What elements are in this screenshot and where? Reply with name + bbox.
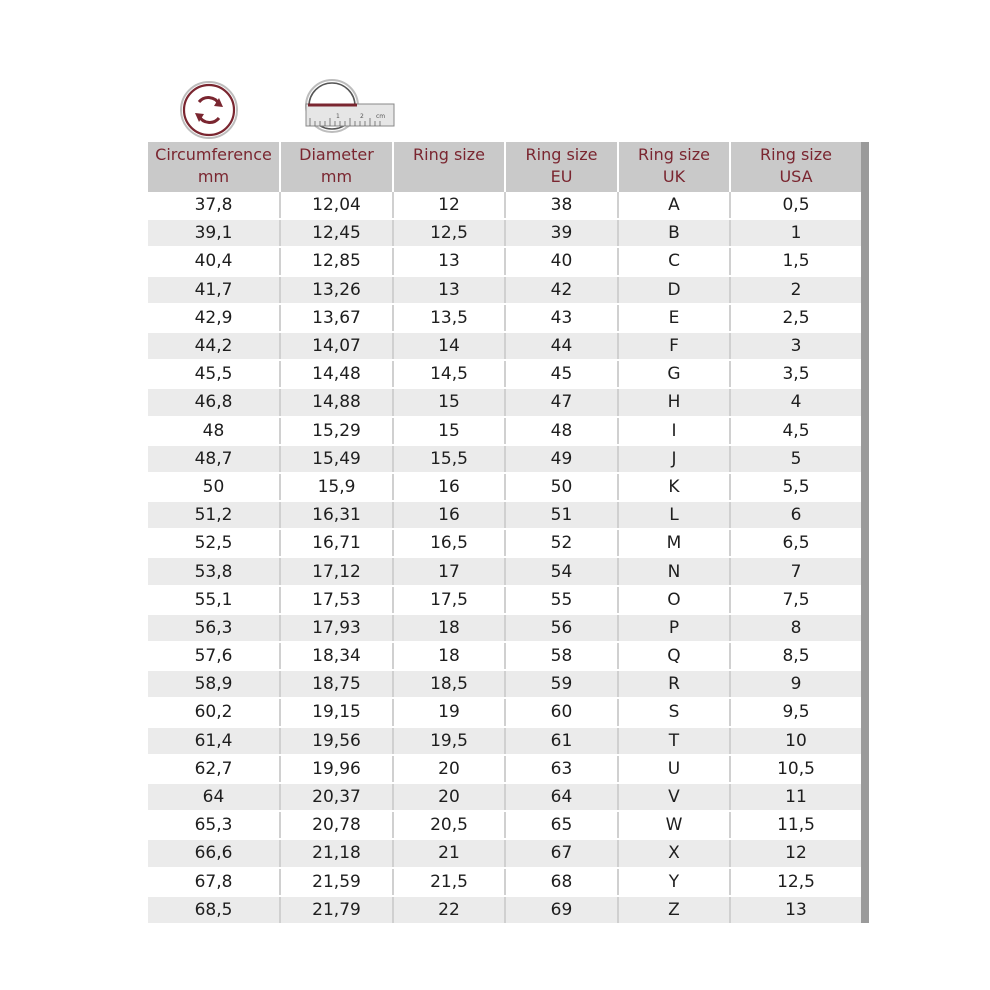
- table-cell-circumference: 56,3: [148, 614, 280, 642]
- table-cell-ring-size-usa: 2: [730, 276, 861, 304]
- table-cell-ring-size-eu: 55: [505, 586, 618, 614]
- table-row: [148, 529, 861, 557]
- table-cell-circumference: 45,5: [148, 360, 280, 388]
- table-cell-ring-size-eu: 52: [505, 529, 618, 557]
- table-cell-circumference: 57,6: [148, 642, 280, 670]
- table-cell-ring-size: 20: [393, 783, 505, 811]
- table-cell-diameter: 17,12: [280, 557, 393, 585]
- table-cell-ring-size: 21: [393, 839, 505, 867]
- table-row: [148, 670, 861, 698]
- table-cell-ring-size-eu: 58: [505, 642, 618, 670]
- table-cell-circumference: 64: [148, 783, 280, 811]
- table-row: [148, 360, 861, 388]
- table-cell-ring-size-uk: O: [618, 586, 730, 614]
- table-cell-circumference: 61,4: [148, 727, 280, 755]
- table-cell-ring-size-uk: X: [618, 839, 730, 867]
- table-cell-circumference: 37,8: [148, 192, 280, 219]
- table-cell-ring-size: 21,5: [393, 868, 505, 896]
- table-row: [148, 755, 861, 783]
- column-header-circumference: [148, 142, 280, 192]
- table-cell-ring-size-uk: C: [618, 247, 730, 275]
- ruler-ring-icon: [302, 78, 396, 140]
- table-cell-ring-size-eu: 63: [505, 755, 618, 783]
- table-cell-circumference: 48: [148, 417, 280, 445]
- table-cell-diameter: 19,96: [280, 755, 393, 783]
- table-cell-circumference: 42,9: [148, 304, 280, 332]
- column-header-line: EU: [550, 167, 573, 186]
- table-row: [148, 276, 861, 304]
- table-cell-ring-size-usa: 9,5: [730, 698, 861, 726]
- table-cell-ring-size-eu: 59: [505, 670, 618, 698]
- table-row: [148, 586, 861, 614]
- table-row: [148, 868, 861, 896]
- table-row: [148, 783, 861, 811]
- table-cell-circumference: 68,5: [148, 896, 280, 923]
- table-cell-ring-size-uk: A: [618, 192, 730, 219]
- table-cell-diameter: 19,56: [280, 727, 393, 755]
- table-cell-ring-size-eu: 42: [505, 276, 618, 304]
- column-header-line: Diameter: [299, 145, 374, 164]
- table-cell-ring-size-usa: 3,5: [730, 360, 861, 388]
- table-cell-ring-size-uk: V: [618, 783, 730, 811]
- table-cell-ring-size: 12,5: [393, 219, 505, 247]
- table-row: [148, 445, 861, 473]
- table-cell-circumference: 41,7: [148, 276, 280, 304]
- table-cell-ring-size: 16: [393, 473, 505, 501]
- table-cell-ring-size-eu: 48: [505, 417, 618, 445]
- table-cell-diameter: 12,45: [280, 219, 393, 247]
- table-cell-ring-size-usa: 12,5: [730, 868, 861, 896]
- table-cell-ring-size: 13: [393, 247, 505, 275]
- table-cell-diameter: 16,71: [280, 529, 393, 557]
- table-cell-ring-size-usa: 11: [730, 783, 861, 811]
- table-row: [148, 473, 861, 501]
- table-cell-diameter: 14,07: [280, 332, 393, 360]
- table-cell-ring-size: 14,5: [393, 360, 505, 388]
- table-cell-ring-size-eu: 44: [505, 332, 618, 360]
- table-cell-ring-size-uk: Q: [618, 642, 730, 670]
- table-row: [148, 332, 861, 360]
- table-cell-circumference: 55,1: [148, 586, 280, 614]
- table-cell-ring-size-uk: D: [618, 276, 730, 304]
- table-cell-circumference: 52,5: [148, 529, 280, 557]
- table-cell-ring-size-uk: I: [618, 417, 730, 445]
- table-row: [148, 247, 861, 275]
- table-row: [148, 388, 861, 416]
- table-cell-diameter: 18,75: [280, 670, 393, 698]
- table-cell-diameter: 20,78: [280, 811, 393, 839]
- table-cell-diameter: 21,79: [280, 896, 393, 923]
- table-cell-circumference: 65,3: [148, 811, 280, 839]
- table-cell-circumference: 66,6: [148, 839, 280, 867]
- table-cell-ring-size: 22: [393, 896, 505, 923]
- table-cell-ring-size-uk: H: [618, 388, 730, 416]
- table-cell-diameter: 13,67: [280, 304, 393, 332]
- column-header-line: mm: [197, 167, 230, 186]
- table-cell-diameter: 21,18: [280, 839, 393, 867]
- table-cell-ring-size-uk: L: [618, 501, 730, 529]
- table-cell-ring-size-uk: R: [618, 670, 730, 698]
- table-cell-ring-size-eu: 61: [505, 727, 618, 755]
- table-cell-ring-size-eu: 40: [505, 247, 618, 275]
- table-cell-ring-size-uk: Z: [618, 896, 730, 923]
- table-row: [148, 417, 861, 445]
- table-cell-ring-size: 18,5: [393, 670, 505, 698]
- table-row: [148, 811, 861, 839]
- table-row: [148, 219, 861, 247]
- column-header-line: Circumference: [155, 145, 272, 164]
- table-cell-ring-size: 19: [393, 698, 505, 726]
- table-cell-ring-size-uk: Y: [618, 868, 730, 896]
- table-cell-ring-size-eu: 49: [505, 445, 618, 473]
- table-cell-ring-size-eu: 47: [505, 388, 618, 416]
- table-cell-ring-size: 16,5: [393, 529, 505, 557]
- table-cell-ring-size-usa: 1: [730, 219, 861, 247]
- table-cell-diameter: 13,26: [280, 276, 393, 304]
- table-row: [148, 642, 861, 670]
- table-cell-ring-size-usa: 6,5: [730, 529, 861, 557]
- table-cell-circumference: 39,1: [148, 219, 280, 247]
- table-cell-ring-size-uk: K: [618, 473, 730, 501]
- table-cell-circumference: 44,2: [148, 332, 280, 360]
- table-row: [148, 727, 861, 755]
- table-cell-ring-size-usa: 13: [730, 896, 861, 923]
- table-cell-ring-size-eu: 38: [505, 192, 618, 219]
- table-cell-ring-size-usa: 4,5: [730, 417, 861, 445]
- table-cell-ring-size-eu: 65: [505, 811, 618, 839]
- table-cell-diameter: 15,29: [280, 417, 393, 445]
- table-cell-ring-size-eu: 64: [505, 783, 618, 811]
- table-cell-ring-size-usa: 5,5: [730, 473, 861, 501]
- table-cell-ring-size-eu: 67: [505, 839, 618, 867]
- table-cell-ring-size-usa: 10,5: [730, 755, 861, 783]
- table-cell-ring-size-usa: 3: [730, 332, 861, 360]
- table-cell-ring-size: 13,5: [393, 304, 505, 332]
- column-header-ring-size-usa: [730, 142, 861, 192]
- table-cell-ring-size-uk: M: [618, 529, 730, 557]
- table-cell-circumference: 67,8: [148, 868, 280, 896]
- table-cell-ring-size-usa: 1,5: [730, 247, 861, 275]
- table-cell-ring-size-eu: 50: [505, 473, 618, 501]
- column-header-line: UK: [662, 167, 686, 186]
- table-cell-ring-size-eu: 43: [505, 304, 618, 332]
- column-header-line: Ring size: [638, 145, 710, 164]
- ruler-mark-2: 2: [360, 113, 364, 120]
- table-cell-ring-size-eu: 69: [505, 896, 618, 923]
- table-cell-ring-size-uk: N: [618, 557, 730, 585]
- table-cell-ring-size-usa: 7: [730, 557, 861, 585]
- table-cell-ring-size: 18: [393, 642, 505, 670]
- table-cell-ring-size: 14: [393, 332, 505, 360]
- column-header-line: USA: [779, 167, 813, 186]
- table-cell-ring-size-usa: 8,5: [730, 642, 861, 670]
- table-cell-ring-size-uk: G: [618, 360, 730, 388]
- table-cell-diameter: 12,04: [280, 192, 393, 219]
- table-cell-ring-size-usa: 4: [730, 388, 861, 416]
- column-header-ring-size-eu: [505, 142, 618, 192]
- table-cell-ring-size: 17,5: [393, 586, 505, 614]
- table-cell-ring-size-eu: 39: [505, 219, 618, 247]
- table-cell-diameter: 15,9: [280, 473, 393, 501]
- table-row: [148, 698, 861, 726]
- ring-size-table: [148, 142, 861, 923]
- table-cell-ring-size-eu: 54: [505, 557, 618, 585]
- table-cell-ring-size: 15,5: [393, 445, 505, 473]
- column-header-diameter: [280, 142, 393, 192]
- table-cell-ring-size-uk: S: [618, 698, 730, 726]
- ring-size-table-container: [148, 142, 861, 923]
- table-cell-ring-size: 19,5: [393, 727, 505, 755]
- table-cell-ring-size: 20,5: [393, 811, 505, 839]
- table-cell-ring-size-usa: 10: [730, 727, 861, 755]
- column-header-ring-size: [393, 142, 505, 192]
- ruler-unit: cm: [376, 113, 386, 120]
- column-header-line: mm: [320, 167, 353, 186]
- table-cell-ring-size-eu: 45: [505, 360, 618, 388]
- table-cell-ring-size-usa: 12: [730, 839, 861, 867]
- table-cell-diameter: 15,49: [280, 445, 393, 473]
- table-cell-ring-size-eu: 56: [505, 614, 618, 642]
- table-cell-circumference: 58,9: [148, 670, 280, 698]
- table-cell-circumference: 40,4: [148, 247, 280, 275]
- table-cell-ring-size-uk: J: [618, 445, 730, 473]
- table-cell-ring-size-uk: B: [618, 219, 730, 247]
- table-cell-ring-size-usa: 5: [730, 445, 861, 473]
- table-cell-diameter: 12,85: [280, 247, 393, 275]
- table-cell-ring-size-usa: 8: [730, 614, 861, 642]
- table-cell-ring-size-usa: 2,5: [730, 304, 861, 332]
- table-cell-circumference: 60,2: [148, 698, 280, 726]
- table-row: [148, 896, 861, 923]
- table-cell-diameter: 21,59: [280, 868, 393, 896]
- circular-arrows-icon: [178, 80, 242, 140]
- table-cell-ring-size-uk: P: [618, 614, 730, 642]
- table-cell-ring-size: 12: [393, 192, 505, 219]
- table-cell-ring-size-usa: 0,5: [730, 192, 861, 219]
- table-cell-circumference: 46,8: [148, 388, 280, 416]
- table-cell-ring-size-usa: 9: [730, 670, 861, 698]
- table-cell-circumference: 50: [148, 473, 280, 501]
- table-cell-ring-size-usa: 6: [730, 501, 861, 529]
- table-cell-ring-size-usa: 7,5: [730, 586, 861, 614]
- ruler-mark-1: 1: [336, 113, 340, 120]
- table-cell-circumference: 48,7: [148, 445, 280, 473]
- table-body: [148, 192, 861, 923]
- table-cell-ring-size: 17: [393, 557, 505, 585]
- table-cell-ring-size-uk: U: [618, 755, 730, 783]
- table-cell-ring-size: 18: [393, 614, 505, 642]
- table-row: [148, 501, 861, 529]
- table-cell-ring-size-eu: 60: [505, 698, 618, 726]
- table-cell-ring-size-uk: E: [618, 304, 730, 332]
- table-cell-circumference: 62,7: [148, 755, 280, 783]
- table-cell-diameter: 16,31: [280, 501, 393, 529]
- table-cell-ring-size: 16: [393, 501, 505, 529]
- table-cell-ring-size-eu: 51: [505, 501, 618, 529]
- column-header-line: Ring size: [525, 145, 598, 164]
- table-cell-diameter: 19,15: [280, 698, 393, 726]
- table-cell-ring-size: 13: [393, 276, 505, 304]
- table-cell-ring-size-uk: F: [618, 332, 730, 360]
- table-cell-ring-size-eu: 68: [505, 868, 618, 896]
- table-cell-ring-size: 15: [393, 388, 505, 416]
- table-cell-diameter: 14,88: [280, 388, 393, 416]
- table-cell-diameter: 18,34: [280, 642, 393, 670]
- table-row: [148, 304, 861, 332]
- table-row: [148, 839, 861, 867]
- table-row: [148, 192, 861, 219]
- table-header-row: [148, 142, 861, 192]
- table-cell-ring-size: 20: [393, 755, 505, 783]
- table-cell-diameter: 17,53: [280, 586, 393, 614]
- table-cell-circumference: 51,2: [148, 501, 280, 529]
- column-header-line: Ring size: [760, 145, 832, 164]
- column-header-line: Ring size: [413, 145, 485, 164]
- table-cell-diameter: 17,93: [280, 614, 393, 642]
- table-cell-ring-size-usa: 11,5: [730, 811, 861, 839]
- table-row: [148, 557, 861, 585]
- table-cell-diameter: 20,37: [280, 783, 393, 811]
- table-cell-diameter: 14,48: [280, 360, 393, 388]
- table-row: [148, 614, 861, 642]
- column-header-ring-size-uk: [618, 142, 730, 192]
- table-cell-ring-size-uk: T: [618, 727, 730, 755]
- table-cell-circumference: 53,8: [148, 557, 280, 585]
- table-cell-ring-size-uk: W: [618, 811, 730, 839]
- table-cell-ring-size: 15: [393, 417, 505, 445]
